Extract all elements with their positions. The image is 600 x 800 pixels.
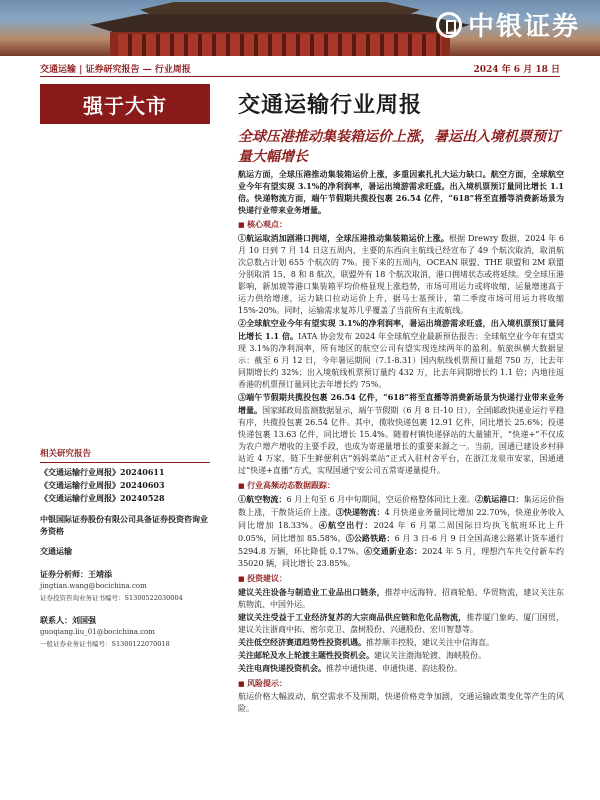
related-reports-heading: 相关研究报告 — [40, 448, 210, 463]
data-heading: ■ 行业高频动态数据跟踪： — [238, 479, 564, 492]
analyst-name: 证券分析师：王靖添 — [40, 569, 112, 579]
core-point-1: ①航运取消加剧港口拥堵，全球压港推动集装箱运价上涨。根据 Drewry 数据，2024 年 6 月 10 日到 7 月 14 日这五周内，主要的东西向主航线已经宣布了 49 个航次取消，取消航次总数占计划 655 个航次的 7%。接下来的五周内，OCEAN 联盟、THE 联盟和 2M 联盟分别取消 15、8 和 8 航次，联盟外有 18 个航次取消，港口拥堵状态或将延续。受全球压港影响，新加坡等港口集装箱平均价格显现上涨趋势，市场可用运力或将收缩，运量增速高于运力供给增速，运力缺口拉动运价上升，据马士基预计，第二季度市场可用运力将收缩 15%-20%。同时，运输需求复苏几乎覆盖了当前所有主流航线。 — [238, 233, 564, 315]
related-report-link[interactable]: 《交通运输行业周报》20240603 — [40, 480, 165, 490]
report-meta — [40, 62, 560, 75]
palace-columns — [118, 34, 442, 56]
report-subtitle: 全球压港推动集装箱运价上涨，暑运出入境机票预订量大幅增长 — [238, 129, 560, 165]
header-banner — [0, 0, 600, 56]
related-report-link[interactable]: 《交通运输行业周报》20240528 — [40, 493, 165, 503]
risk-heading: ■ 风险提示： — [238, 677, 564, 690]
summary-paragraph: 航运方面，全球压港推动集装箱运价上涨，多重因素扎扎大运力缺口。航空方面，全球航空业今年有望实现 3.1%的净利润率，暑运出境游需求旺盛。出入境机票预订量同比增长 1.1 倍。快递物流方面，端午节假期共揽投包裹 26.54 亿件，“618”将至直播等消费新场景为快递行业带来业务增量。 — [238, 169, 564, 215]
core-point-2: ②全球航空业今年有望实现 3.1%的净利润率，暑运出境游需求旺盛，出入境机票预订量同比增长 1.1 倍。IATA 协会发布 2024 年全球航空业最新预估报告：全球航空业今年有望实现 3.1%的净利润率，所有地区的航空公司有望实现连续两年的盈利。航旅纵横大数据显示：截至 6 月 12 日，今年暑运期间（7.1-8.31）国内航线机票预订量超 750 万，比去年同期增长约 32%；出入境航线机票预订量约 432 万，比去年同期增长约 1.1 倍；内地往返香港的机票预订量同比去年增长约 75%。 — [238, 318, 564, 389]
rating-badge: 强于大市 — [40, 84, 210, 124]
invest-item-1: 建议关注设备与制造业工业品出口链条，推荐中远海特、招商轮船、华贸物流，建议关注东航物流、中国外运。 — [238, 587, 565, 609]
industry-label: 交通运输 — [40, 546, 72, 556]
org-qualification: 中银国际证券股份有限公司具备证券投资咨询业务资格 — [40, 514, 208, 536]
brand-logo — [436, 6, 580, 43]
report-category: 交通运输 | 证券研究报告 — 行业周报 — [40, 65, 191, 75]
contact-cert: 一般证券业务证书编号：S1300122070018 — [40, 640, 170, 648]
meta-divider — [40, 76, 560, 77]
brand-name: 中银证券 — [467, 12, 580, 42]
report-date: 2024 年 6 月 18 日 — [473, 65, 560, 75]
palace-roof-upper — [140, 2, 420, 16]
analyst-email[interactable]: jingtian.wang@bocichina.com — [40, 582, 147, 590]
invest-item-4: 关注邮轮及水上轮渡主题性投资机会。建议关注渤海轮渡、海峡股份。 — [238, 650, 486, 660]
invest-item-3: 关注低空经济赛道趋势性投资机遇。推荐顺丰控股，建议关注中信海直。 — [238, 637, 494, 647]
related-report-link[interactable]: 《交通运输行业周报》20240611 — [40, 467, 165, 477]
contact-email[interactable]: guoqiang.liu_01@bocichina.com — [40, 628, 155, 636]
data-tracking: ①航空物流：6 月上旬至 6 月中旬期间，空运价格整体同比上涨。②航运港口：集运运价指数上涨，干散货运价上涨。③快递物流：4 月快递业务量同比增加 22.70%，快递业务收入同比增加 18.33%。④航空出行：2024 年 6 月第二周国际日均执飞航班环比上升 0.05%，同比增加 85.58%。⑤公路铁路：6 月 3 日-6 月 9 日全国高速公路累计货车通行 5294.8 万辆，环比降低 0.17%。⑥交通新业态：2024 年 5 月，理想汽车共交付新车约 35020 辆，同比增长 23.85%。 — [238, 494, 565, 568]
analyst-block — [40, 568, 210, 604]
analyst-cert: 证券投资咨询业务证书编号：S1300522030004 — [40, 594, 183, 602]
invest-item-5: 关注电商快递投资机会。推荐中通快递、申通快递、韵达股份。 — [238, 663, 462, 673]
boc-logo-icon — [436, 12, 462, 38]
palace-roof — [90, 14, 470, 32]
main-content — [238, 168, 564, 715]
risk-text: 航运价格大幅波动，航空需求不及预期，快递价格竞争加剧，交通运输政策变化等产生的风险。 — [238, 692, 564, 713]
sidebar — [40, 448, 210, 650]
report-title: 交通运输行业周报 — [238, 92, 423, 118]
core-point-3: ③端午节假期共揽投包裹 26.54 亿件，“618”将至直播等消费新场景为快递行业带来业务增量。国家邮政局监测数据显示，端午节假期（6 月 8 日-10 日），全国邮政快递业运行平稳有序，共揽投包裹 26.54 亿件。其中，揽收快递包裹 12.91 亿件，同比增长 25.6%；投递快递包裹 13.63 亿件，同比增长 15.4%。随着村镇快递驿站的大量铺开，“快递+”不仅成为农户增产增收的主要手段，也成为寄递量增长的重要来源之一。当前，国通已建设乡村驿站近 4 万家，链下生鲜便利店“妈妈菜站”正式入驻村舍平台，在浙江龙泉市安家，国通通过“快递+直播”方式，实现国通宁安公司五常寄递量提升。 — [238, 392, 565, 475]
contact-name: 联系人：刘国强 — [40, 615, 96, 625]
invest-item-2: 建议关注受益于工业经济复苏的大宗商品供应链和危化品物流，推荐厦门象屿、厦门国贸，建议关注浙商中拓、密尔克卫、盘树股份、兴通股份、宏川智慧等。 — [238, 612, 565, 634]
contact-block — [40, 614, 210, 650]
core-heading: ■ 核心观点： — [238, 218, 564, 231]
invest-heading: ■ 投资建议： — [238, 572, 564, 585]
